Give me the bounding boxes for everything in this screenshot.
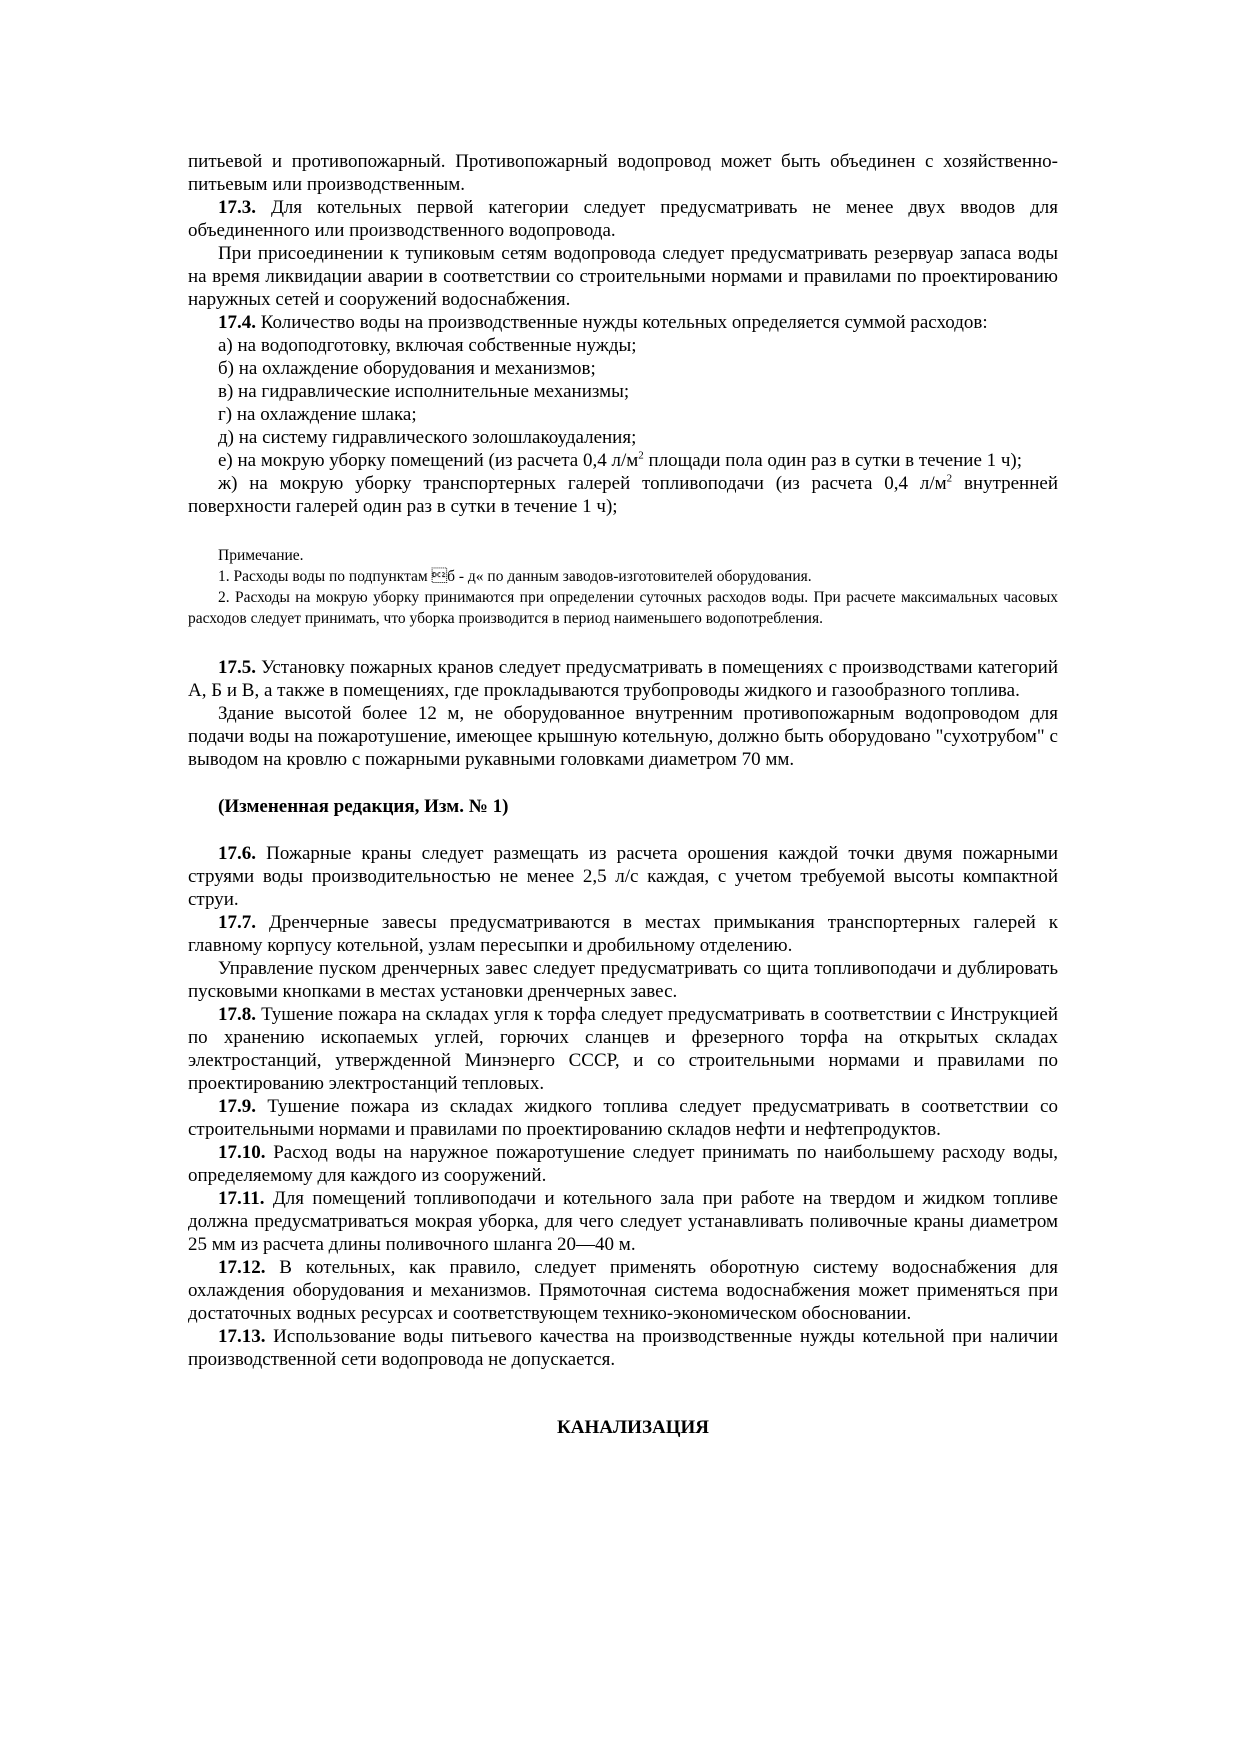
section-title: КАНАЛИЗАЦИЯ xyxy=(557,1417,709,1438)
list-item-v: в) на гидравлические исполнительные механизмы; xyxy=(218,381,630,402)
note-item-2: 2. Расходы на мокрую уборку принимаются при определении суточных расходов воды. При расчете максимальных часовых расходов следует принимать, что уборка производится в период наименьшего водопотребления. xyxy=(188,589,1058,627)
paragraph-17-7: 17.7. Дренчерные завесы предусматриваются в местах примыкания транспортерных галерей к главному корпусу котельной, узлам пересыпки и дробильному отделению. xyxy=(188,912,1058,956)
list-item-zh: ж) на мокрую уборку транспортерных галерей топливоподачи (из расчета 0,4 $л/м^2$ внутренней поверхности галерей один раз в сутки в течение 1 ч); xyxy=(188,472,1058,517)
list-item-a: а) на водоподготовку, включая собственные нужды; xyxy=(218,335,637,356)
clause-number: 17.5. xyxy=(218,657,256,678)
amendment-block xyxy=(188,795,1058,818)
clause-number: 17.6. xyxy=(218,843,256,864)
list-item-g: г) на охлаждение шлака; xyxy=(218,404,417,425)
paragraph-17-9: 17.9. Тушение пожара из складах жидкого топлива следует предусматривать в соответствии со строительными нормами и правилами по проектированию складов нефти и нефтепродуктов. xyxy=(188,1096,1058,1140)
paragraph-17-3: 17.3. Для котельных первой категории следует предусматривать не менее двух вводов для объединенного или производственного водопровода. xyxy=(188,197,1058,241)
paragraph-17-8: 17.8. Тушение пожара на складах угля к торфа следует предусматривать в соответствии с Инструкцией по хранению ископаемых углей, горючих сланцев и фрезерного торфа на открытых складах электростанций, утвержденной Минэнерго СССР, и со строительными нормами и правилами по проектированию электростанций тепловых. xyxy=(188,1004,1058,1094)
page-content xyxy=(188,150,1058,1439)
note-block xyxy=(188,545,1058,629)
paragraph-17-6: 17.6. Пожарные краны следует размещать из расчета орошения каждой точки двумя пожарными струями воды производительностью не менее 2,5 л/с каждая, с учетом требуемой высоты компактной струи. xyxy=(188,843,1058,910)
clause-number: 17.7. xyxy=(218,912,256,933)
list-item-e: е) на мокрую уборку помещений (из расчета 0,4 $л/м^2$ площади пола один раз в сутки в течение 1 ч); xyxy=(218,449,1023,471)
text-block-3 xyxy=(188,842,1058,1371)
paragraph-17-4: 17.4. Количество воды на производственные нужды котельных определяется суммой расходов: xyxy=(218,312,988,333)
list-item-b: б) на охлаждение оборудования и механизмов; xyxy=(218,358,596,379)
clause-number: 17.12. xyxy=(218,1257,266,1278)
paragraph-17-10: 17.10. Расход воды на наружное пожаротушение следует принимать по наибольшему расходу воды, определяемому для каждого из сооружений. xyxy=(188,1142,1058,1186)
clause-number: 17.13. xyxy=(218,1326,266,1347)
paragraph: При присоединении к тупиковым сетям водопровода следует предусматривать резервуар запаса воды на время ликвидации аварии в соответствии со строительными нормами и правилами по проектированию наружных сетей и сооружений водоснабжения. xyxy=(188,243,1058,310)
paragraph-17-13: 17.13. Использование воды питьевого качества на производственные нужды котельной при наличии производственной сети водопровода не допускается. xyxy=(188,1326,1058,1370)
paragraph: Здание высотой более 12 м, не оборудованное внутренним противопожарным водопроводом для подачи воды на пожаротушение, имеющее крышную котельную, должно быть оборудовано "сухотрубом" с выводом на кровлю с пожарными рукавными головками диаметром 70 мм. xyxy=(188,703,1058,770)
text-block-2 xyxy=(188,656,1058,771)
text-block-1 xyxy=(188,150,1058,518)
clause-number: 17.11. xyxy=(218,1188,265,1209)
note-item-1: 1. Расходы воды по подпунктам б - д« по данным заводов-изготовителей оборудования. xyxy=(218,568,812,585)
paragraph: питьевой и противопожарный. Противопожарный водопровод может быть объединен с хозяйственно-питьевым или производственным. xyxy=(188,151,1058,195)
clause-number: 17.9. xyxy=(218,1096,256,1117)
paragraph: Управление пуском дренчерных завес следует предусматривать со щита топливоподачи и дублировать пусковыми кнопками в местах установки дренчерных завес. xyxy=(188,958,1058,1002)
note-title: Примечание. xyxy=(218,547,304,564)
amendment-note: (Измененная редакция, Изм. № 1) xyxy=(218,796,509,817)
clause-number: 17.10. xyxy=(218,1142,266,1163)
clause-number: 17.8. xyxy=(218,1004,256,1025)
list-item-d: д) на систему гидравлического золошлакоудаления; xyxy=(218,427,637,448)
paragraph-17-5: 17.5. Установку пожарных кранов следует предусматривать в помещениях с производствами категорий А, Б и В, а также в помещениях, где прокладываются трубопроводы жидкого и газообразного топлива. xyxy=(188,657,1058,701)
paragraph-17-11: 17.11. Для помещений топливоподачи и котельного зала при работе на твердом и жидком топливе должна предусматриваться мокрая уборка, для чего следует устанавливать поливочные краны диаметром 25 мм из расчета длины поливочного шланга 20—40 м. xyxy=(188,1188,1058,1255)
clause-number: 17.4. xyxy=(218,312,256,333)
paragraph-17-12: 17.12. В котельных, как правило, следует применять оборотную систему водоснабжения для охлаждения оборудования и механизмов. Прямоточная система водоснабжения может применяться при достаточных водных ресурсах и соответствующем технико-экономическом обосновании. xyxy=(188,1257,1058,1324)
clause-number: 17.3. xyxy=(218,197,256,218)
section-heading-block xyxy=(188,1417,1058,1439)
